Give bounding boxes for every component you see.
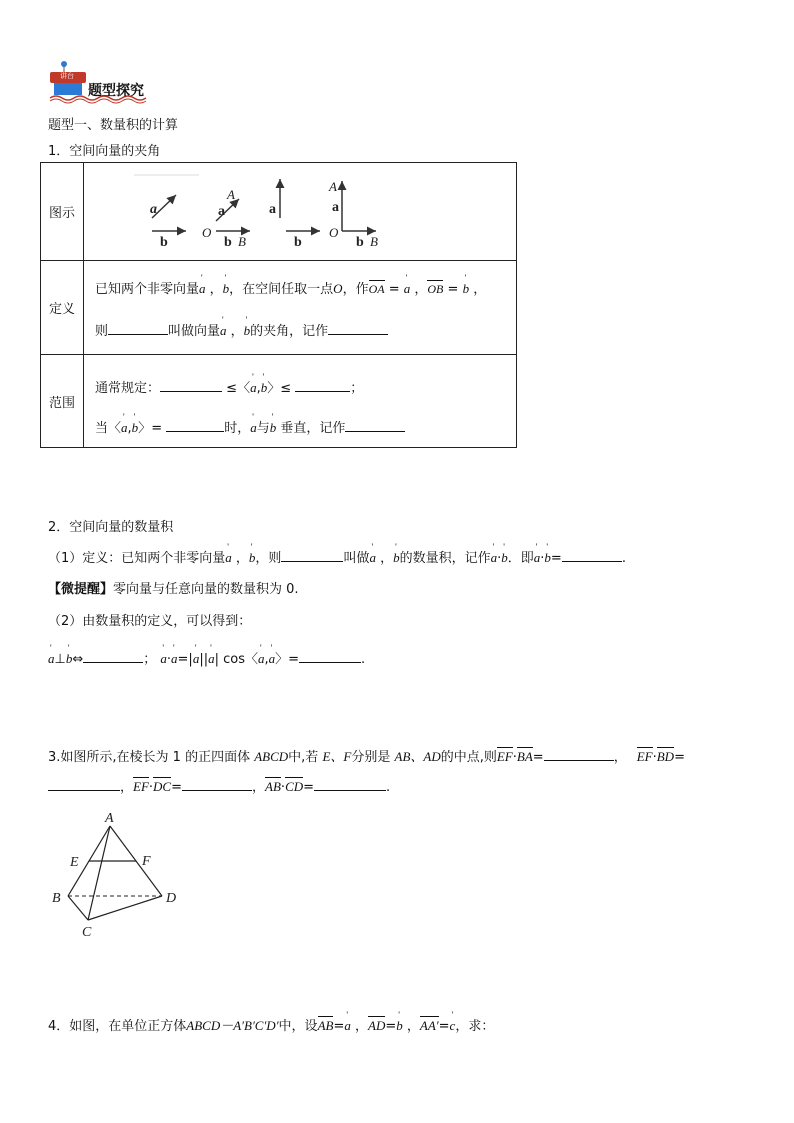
blank[interactable] [328, 322, 388, 335]
range-line-2: 当〈' a,' b〉= 时，' a与' b 垂直，记作 [95, 417, 405, 436]
svg-text:b: b [356, 235, 364, 250]
blank[interactable] [345, 419, 405, 432]
row-label-range: 范围 [41, 355, 84, 448]
vertex-C: C [82, 925, 92, 940]
blank[interactable] [166, 419, 224, 432]
svg-text:b: b [294, 235, 302, 250]
svg-text:a: a [218, 204, 225, 219]
svg-text:B: B [370, 234, 378, 249]
row-label-definition: 定义 [41, 261, 84, 355]
vertex-A: A [105, 811, 114, 826]
definition-line-2: 则 叫做向量' a ，' b的夹角，记作 [95, 320, 388, 339]
svg-text:a: a [150, 202, 157, 217]
point-E: E [70, 855, 79, 870]
dot-product-definition: （1）定义：已知两个非零向量' a ，' b，则 叫做' a ，' b的数量积，记作' a·' b．即' a·' b= . [48, 547, 626, 566]
vertex-D: D [166, 891, 177, 906]
svg-text:O: O [202, 225, 212, 240]
angle-table [40, 162, 517, 448]
blank[interactable] [299, 650, 361, 663]
blank[interactable] [314, 778, 386, 791]
svg-text:a: a [269, 202, 276, 217]
svg-text:A: A [227, 187, 235, 202]
blank[interactable] [562, 549, 622, 562]
item-2-title: 2．空间向量的数量积 [48, 520, 174, 535]
item-1-title: 1．空间向量的夹角 [48, 144, 161, 159]
svg-text:O: O [329, 225, 339, 240]
range-cell [84, 355, 517, 448]
blank[interactable] [295, 379, 350, 392]
svg-text:b: b [224, 235, 232, 250]
tetrahedron-figure [40, 808, 200, 943]
blank[interactable] [48, 778, 120, 791]
dot-product-properties: ' a⊥' b⇔ ； ' a·' a=|' a||' a| cos〈' a,' a〉= . [48, 648, 365, 667]
definition-line-1: 已知两个非零向量' a ，' b，在空间任取一点O，作OA = ' a ，OB = ' b ， [95, 278, 486, 297]
blank[interactable] [281, 549, 343, 562]
header-badge [46, 58, 166, 104]
section-title: 题型探究 [88, 83, 144, 99]
vertex-B: B [52, 891, 61, 906]
svg-text:b: b [160, 235, 168, 250]
definition-cell [84, 261, 517, 355]
svg-text:a: a [332, 200, 339, 215]
sub-item-2: （2）由数量积的定义，可以得到： [48, 614, 252, 629]
badge-text: 讲台 [60, 72, 74, 80]
blank[interactable] [544, 748, 614, 761]
problem-3-line-2: ，EF·DC= ，AB·CD= . [48, 776, 390, 795]
vector-angle-figure [84, 163, 516, 256]
range-line-1: 通常规定： ≤〈' a,' b〉≤ ； [95, 377, 363, 396]
blank[interactable] [108, 322, 168, 335]
blank[interactable] [160, 379, 222, 392]
blank[interactable] [83, 650, 143, 663]
svg-text:B: B [238, 234, 246, 249]
problem-3-line-1: 3.如图所示,在棱长为 1 的正四面体 ABCD中,若 E、F分别是 AB、AD的中点,则EF·BA= ， EF·BD= [48, 749, 685, 765]
tip-line: 【微提醒】零向量与任意向量的数量积为 0. [48, 582, 299, 597]
section-heading: 题型一、数量积的计算 [48, 118, 179, 133]
point-F: F [142, 854, 151, 869]
row-label-figure: 图示 [41, 163, 84, 261]
figure-cell [84, 163, 517, 261]
problem-4: 4．如图，在单位正方体ABCD－A′B′C′D′中，设AB=' a ，AD=' b ，AA′=' c，求： [48, 1015, 494, 1034]
svg-text:A: A [329, 179, 337, 194]
blank[interactable] [182, 778, 252, 791]
